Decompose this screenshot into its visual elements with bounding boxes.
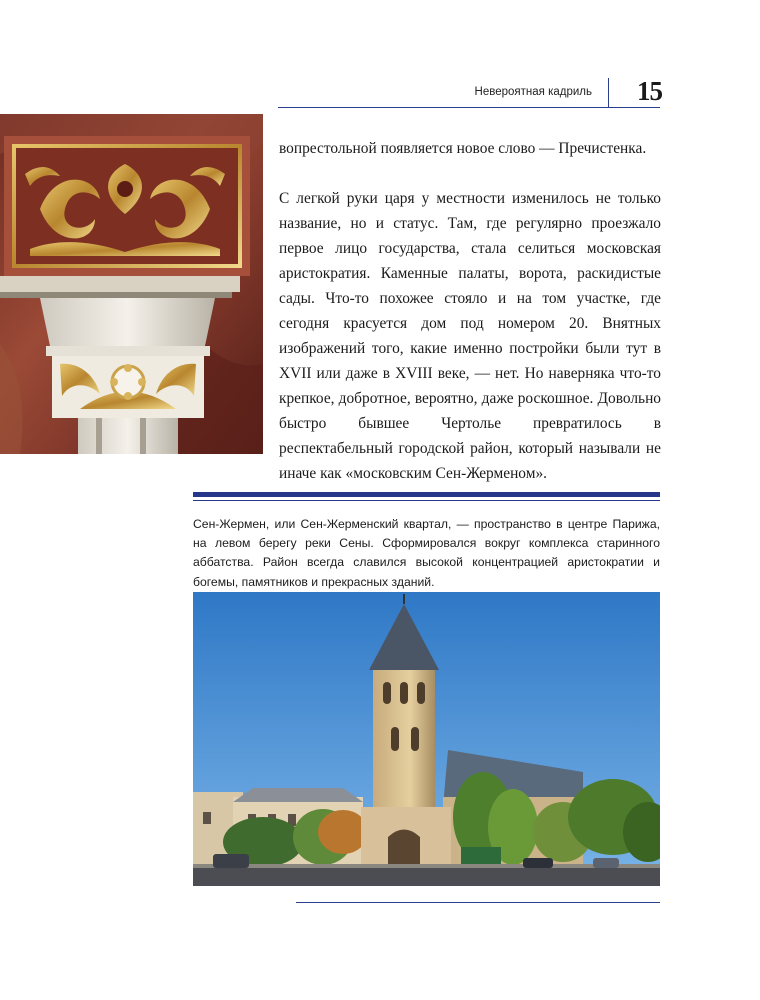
paragraph-1: вопрестольной появляется новое слово — Пречистенка. — [279, 140, 647, 157]
body-text — [279, 136, 661, 486]
saint-germain-church-photo — [193, 592, 660, 886]
header-rule — [278, 107, 660, 108]
sidebar-rule-thick — [193, 492, 660, 497]
ornament-column-photo — [0, 114, 263, 454]
running-header: Невероятная кадриль — [474, 86, 592, 98]
page-number: 15 — [637, 76, 662, 106]
header-divider — [608, 78, 609, 108]
bottom-rule — [296, 902, 660, 903]
paragraph-2: С легкой руки царя у местности изменилось не только название, но и статус. Там, где регулярно проезжало первое лицо государства, стала селиться московская аристократия. Каменные палаты, ворота, раскидистые сады. Что-то похожее стояло и на том участке, где сегодня красуется дом под номером 20. Внятных изображений того, какие именно постройки были тут в XVII или даже в XVIII веке, — нет. Но наверняка что-то крепкое, добротное, вероятно, даже роскошное. Довольно быстро бывшее Чертолье превратилось в респектабельный городской район, который называли не иначе как «московским Сен-Жерменом». — [279, 190, 661, 482]
sidebar-rule-thin — [193, 500, 660, 501]
sidebar-caption: Сен-Жермен, или Сен-Жерменский квартал, — пространство в центре Парижа, на левом берегу реки Сены. Сформировался вокруг комплекса старинного аббатства. Район всегда славился высокой концентрацией аристократии и богемы, памятников и прекрасных зданий. — [193, 517, 660, 589]
